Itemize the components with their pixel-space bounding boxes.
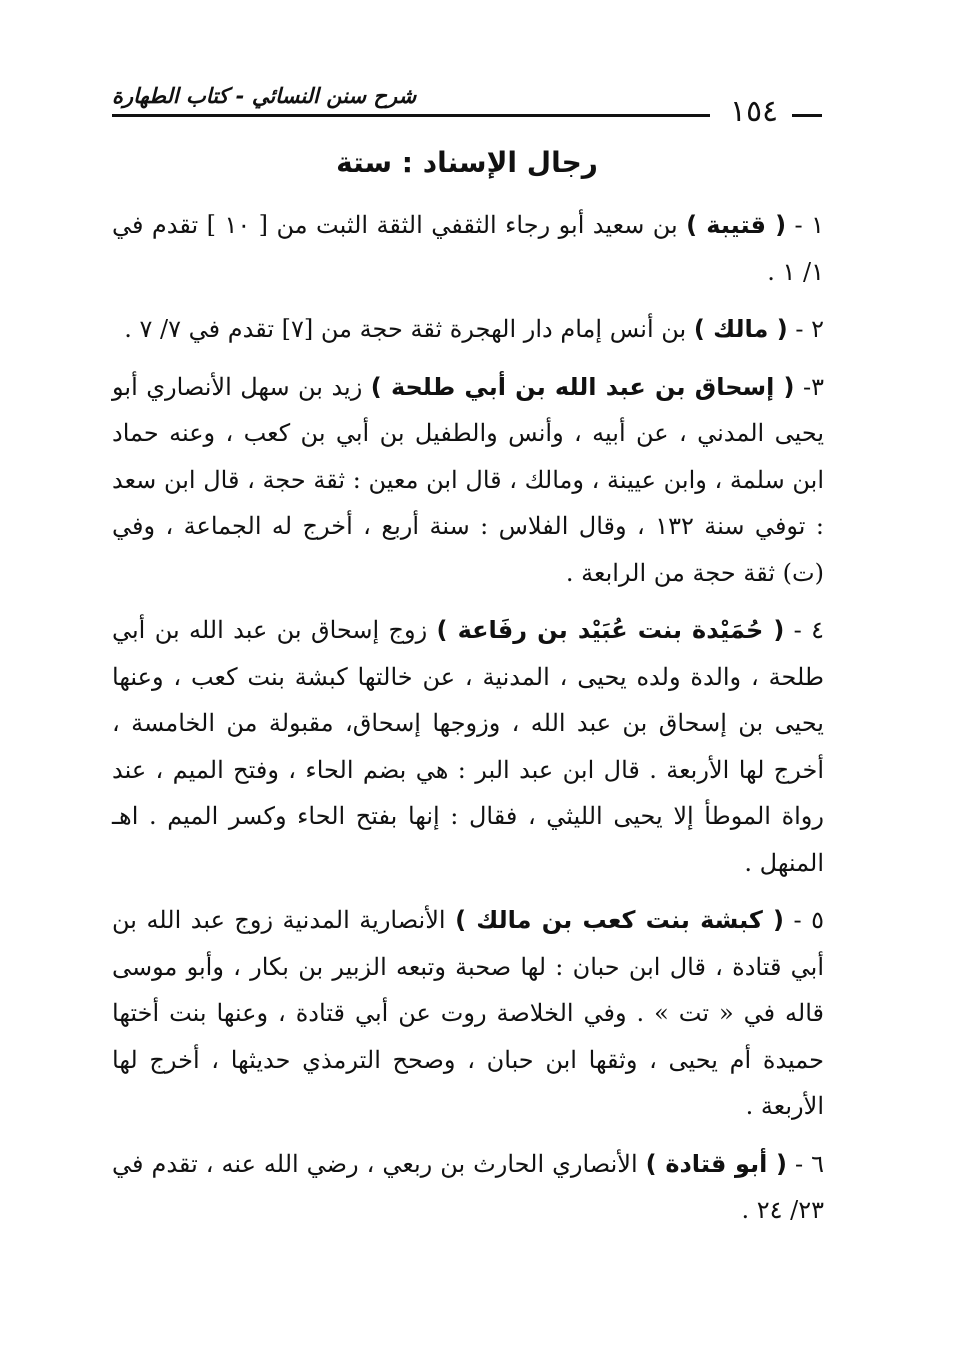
narrator-entry-2 xyxy=(112,306,824,353)
entry-text: بن سعيد أبو رجاء الثقفي الثقة الثبت من [ ١٠ ] تقدم في ١/ ١ . xyxy=(112,211,824,286)
narrator-entry-3 xyxy=(112,364,824,597)
page-number: ١٥٤ xyxy=(729,94,779,129)
narrator-entry-5 xyxy=(112,897,824,1130)
entry-number: ٥ - xyxy=(784,906,825,934)
entry-text: بن أنس إمام دار الهجرة ثقة حجة من [٧] تقدم في ٧/ ٧ . xyxy=(124,315,694,343)
entry-number: ١ - xyxy=(786,211,824,239)
narrator-name: ( قتيبة ) xyxy=(686,211,787,239)
entry-number: ٦ - xyxy=(787,1149,825,1178)
entry-text: زيد بن سهل الأنصاري أبو يحيى المدني ، عن أبيه ، وأنس والطفيل بن أبي بن كعب ، وعنه حماد ابن سلمة ، وابن عيينة ، ومالك ، قال ابن معين : ثقة حجة ، قال ابن سعد : توفي سنة ١٣٢ ، وقال الفلاس : سنة أربع ، أخرج له الجماعة ، وفي (ت) ثقة حجة من الرابعة . xyxy=(112,372,824,587)
entry-text: زوج إسحاق بن عبد الله بن أبي طلحة ، والدة ولده يحيى ، المدنية ، عن خالتها كبشة بنت كعب ، وعنها يحيى بن إسحاق بن عبد الله ، وزوجها إسحاق، مقبولة من الخامسة ، أخرج لها الأربعة . قال ابن عبد البر : هي بضم الحاء ، وفتح الميم ، عند رواة الموطأ إلا يحيى الليثي ، فقال : إنها بفتح الحاء وكسر الميم . اهـ المنهل . xyxy=(112,616,824,877)
narrator-name: ( كبشة بنت كعب بن مالك ) xyxy=(455,906,785,934)
narrator-entry-1 xyxy=(112,202,824,295)
narrator-name: ( أبو قتادة ) xyxy=(645,1149,788,1178)
entry-number: ٣- xyxy=(794,372,824,401)
narrator-name: ( مالك ) xyxy=(693,315,788,343)
narrator-name: ( حُمَيْدة بنت عُبَيْد بن رفَاعة ) xyxy=(436,616,785,644)
narrators-list xyxy=(112,202,824,1245)
entry-number: ٢ - xyxy=(787,315,824,343)
header-rule xyxy=(112,114,710,117)
section-title: رجال الإسناد : ستة xyxy=(336,146,598,179)
running-title: شرح سنن النسائي - كتاب الطهارة xyxy=(112,84,417,108)
header-rule-short xyxy=(792,114,822,117)
narrator-entry-4 xyxy=(112,607,824,886)
entry-text: الأنصارية المدنية زوج عبد الله بن أبي قتادة ، قال ابن حبان : لها صحبة وتبعه الزبير بن بكار ، وأبو موسى قاله في « تت » . وفي الخلاصة روت عن أبي قتادة ، وعنها بنت أختها حميدة أم يحيى ، وثقها ابن حبان ، وصحح الترمذي حديثها ، أخرج لها الأربعة . xyxy=(112,906,825,1120)
entry-text: الأنصاري الحارث بن ربعي ، رضي الله عنه ، تقدم في ٢٣/ ٢٤ . xyxy=(112,1149,824,1224)
narrator-name: ( إسحاق بن عبد الله بن أبي طلحة ) xyxy=(370,372,795,401)
entry-number: ٤ - xyxy=(784,616,825,644)
narrator-entry-6 xyxy=(112,1141,824,1234)
